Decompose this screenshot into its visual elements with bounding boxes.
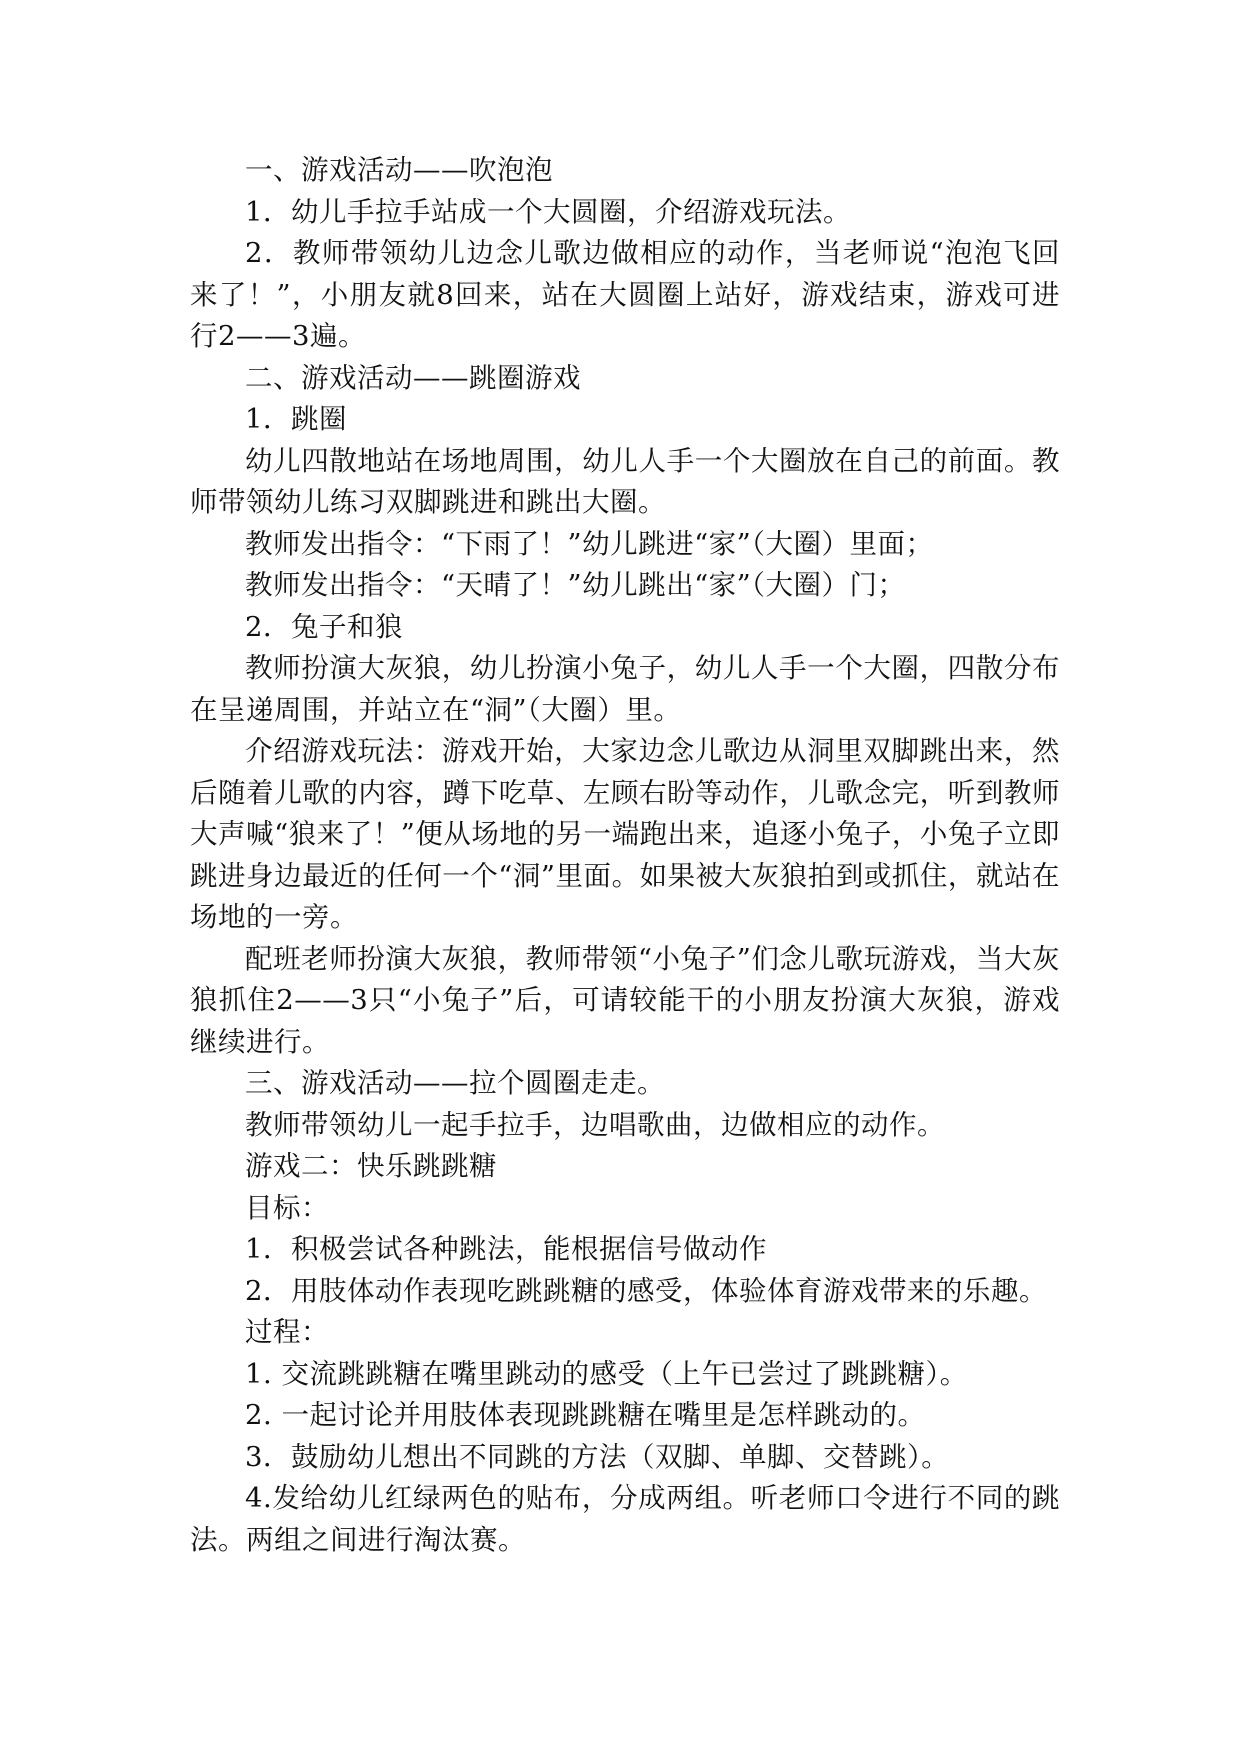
process-item: 2. 一起讨论并用肢体表现跳跳糖在嘴里是怎样跳动的。 [245,1399,926,1431]
goal-item: 2．用肢体动作表现吃跳跳糖的感受，体验体育游戏带来的乐趣。 [245,1274,1047,1307]
paragraph: 介绍游戏玩法：游戏开始，大家边念儿歌边从洞里双脚跳出来，然后随着儿歌的内容，蹲下吃草、左顾右盼等动作，儿歌念完，听到教师大声喊“狼来了！”便从场地的另一端跑出来，追逐小兔子，小兔子立即跳进身边最近的任何一个“洞”里面。如果被大灰狼拍到或抓住，就站在场地的一旁。 [190,735,1060,933]
paragraph: 教师发出指令：“下雨了！”幼儿跳进“家”（大圈）里面； [245,527,934,560]
section-heading-bubbles: 一、游戏活动——吹泡泡 [245,154,553,186]
goal-item: 1．积极尝试各种跳法，能根据信号做动作 [245,1233,767,1265]
goals-label: 目标： [245,1191,329,1224]
process-item: 1. 交流跳跳糖在嘴里跳动的感受（上午已尝过了跳跳糖）。 [245,1357,968,1390]
document-body [190,150,1060,1561]
subheading-rabbit-and-wolf: 2．兔子和狼 [245,610,403,643]
process-label: 过程： [245,1316,329,1348]
section-heading-hoop-game: 二、游戏活动——跳圈游戏 [245,361,581,394]
process-item: 3．鼓励幼儿想出不同跳的方法（双脚、单脚、交替跳）。 [245,1440,950,1473]
paragraph: 配班老师扮演大灰狼，教师带领“小兔子”们念儿歌玩游戏，当大灰狼抓住2——3只“小兔子”后，可请较能干的小朋友扮演大灰狼，游戏继续进行。 [190,942,1060,1058]
paragraph: 2．教师带领幼儿边念儿歌边做相应的动作，当老师说“泡泡飞回来了！”，小朋友就8回来，站在大圆圈上站好，游戏结束，游戏可进行2——3遍。 [190,237,1060,352]
paragraph: 1．幼儿手拉手站成一个大圆圈，介绍游戏玩法。 [245,195,851,228]
paragraph: 教师扮演大灰狼，幼儿扮演小兔子，幼儿人手一个大圈，四散分布在呈递周围，并站立在“洞”（大圈）里。 [190,652,1060,726]
paragraph: 幼儿四散地站在场地周围，幼儿人手一个大圈放在自己的前面。教师带领幼儿练习双脚跳进和跳出大圈。 [190,444,1060,518]
process-item: 4.发给幼儿红绿两色的贴布，分成两组。听老师口令进行不同的跳法。两组之间进行淘汰赛。 [190,1482,1060,1556]
paragraph: 教师发出指令：“天晴了！”幼儿跳出“家”（大圈）门； [245,569,906,601]
subheading-hoop-jump: 1．跳圈 [245,403,347,435]
section-heading-circle-walk: 三、游戏活动——拉个圆圈走走。 [245,1067,665,1099]
game-two-title: 游戏二：快乐跳跳糖 [245,1150,497,1182]
paragraph: 教师带领幼儿一起手拉手，边唱歌曲，边做相应的动作。 [245,1108,945,1141]
